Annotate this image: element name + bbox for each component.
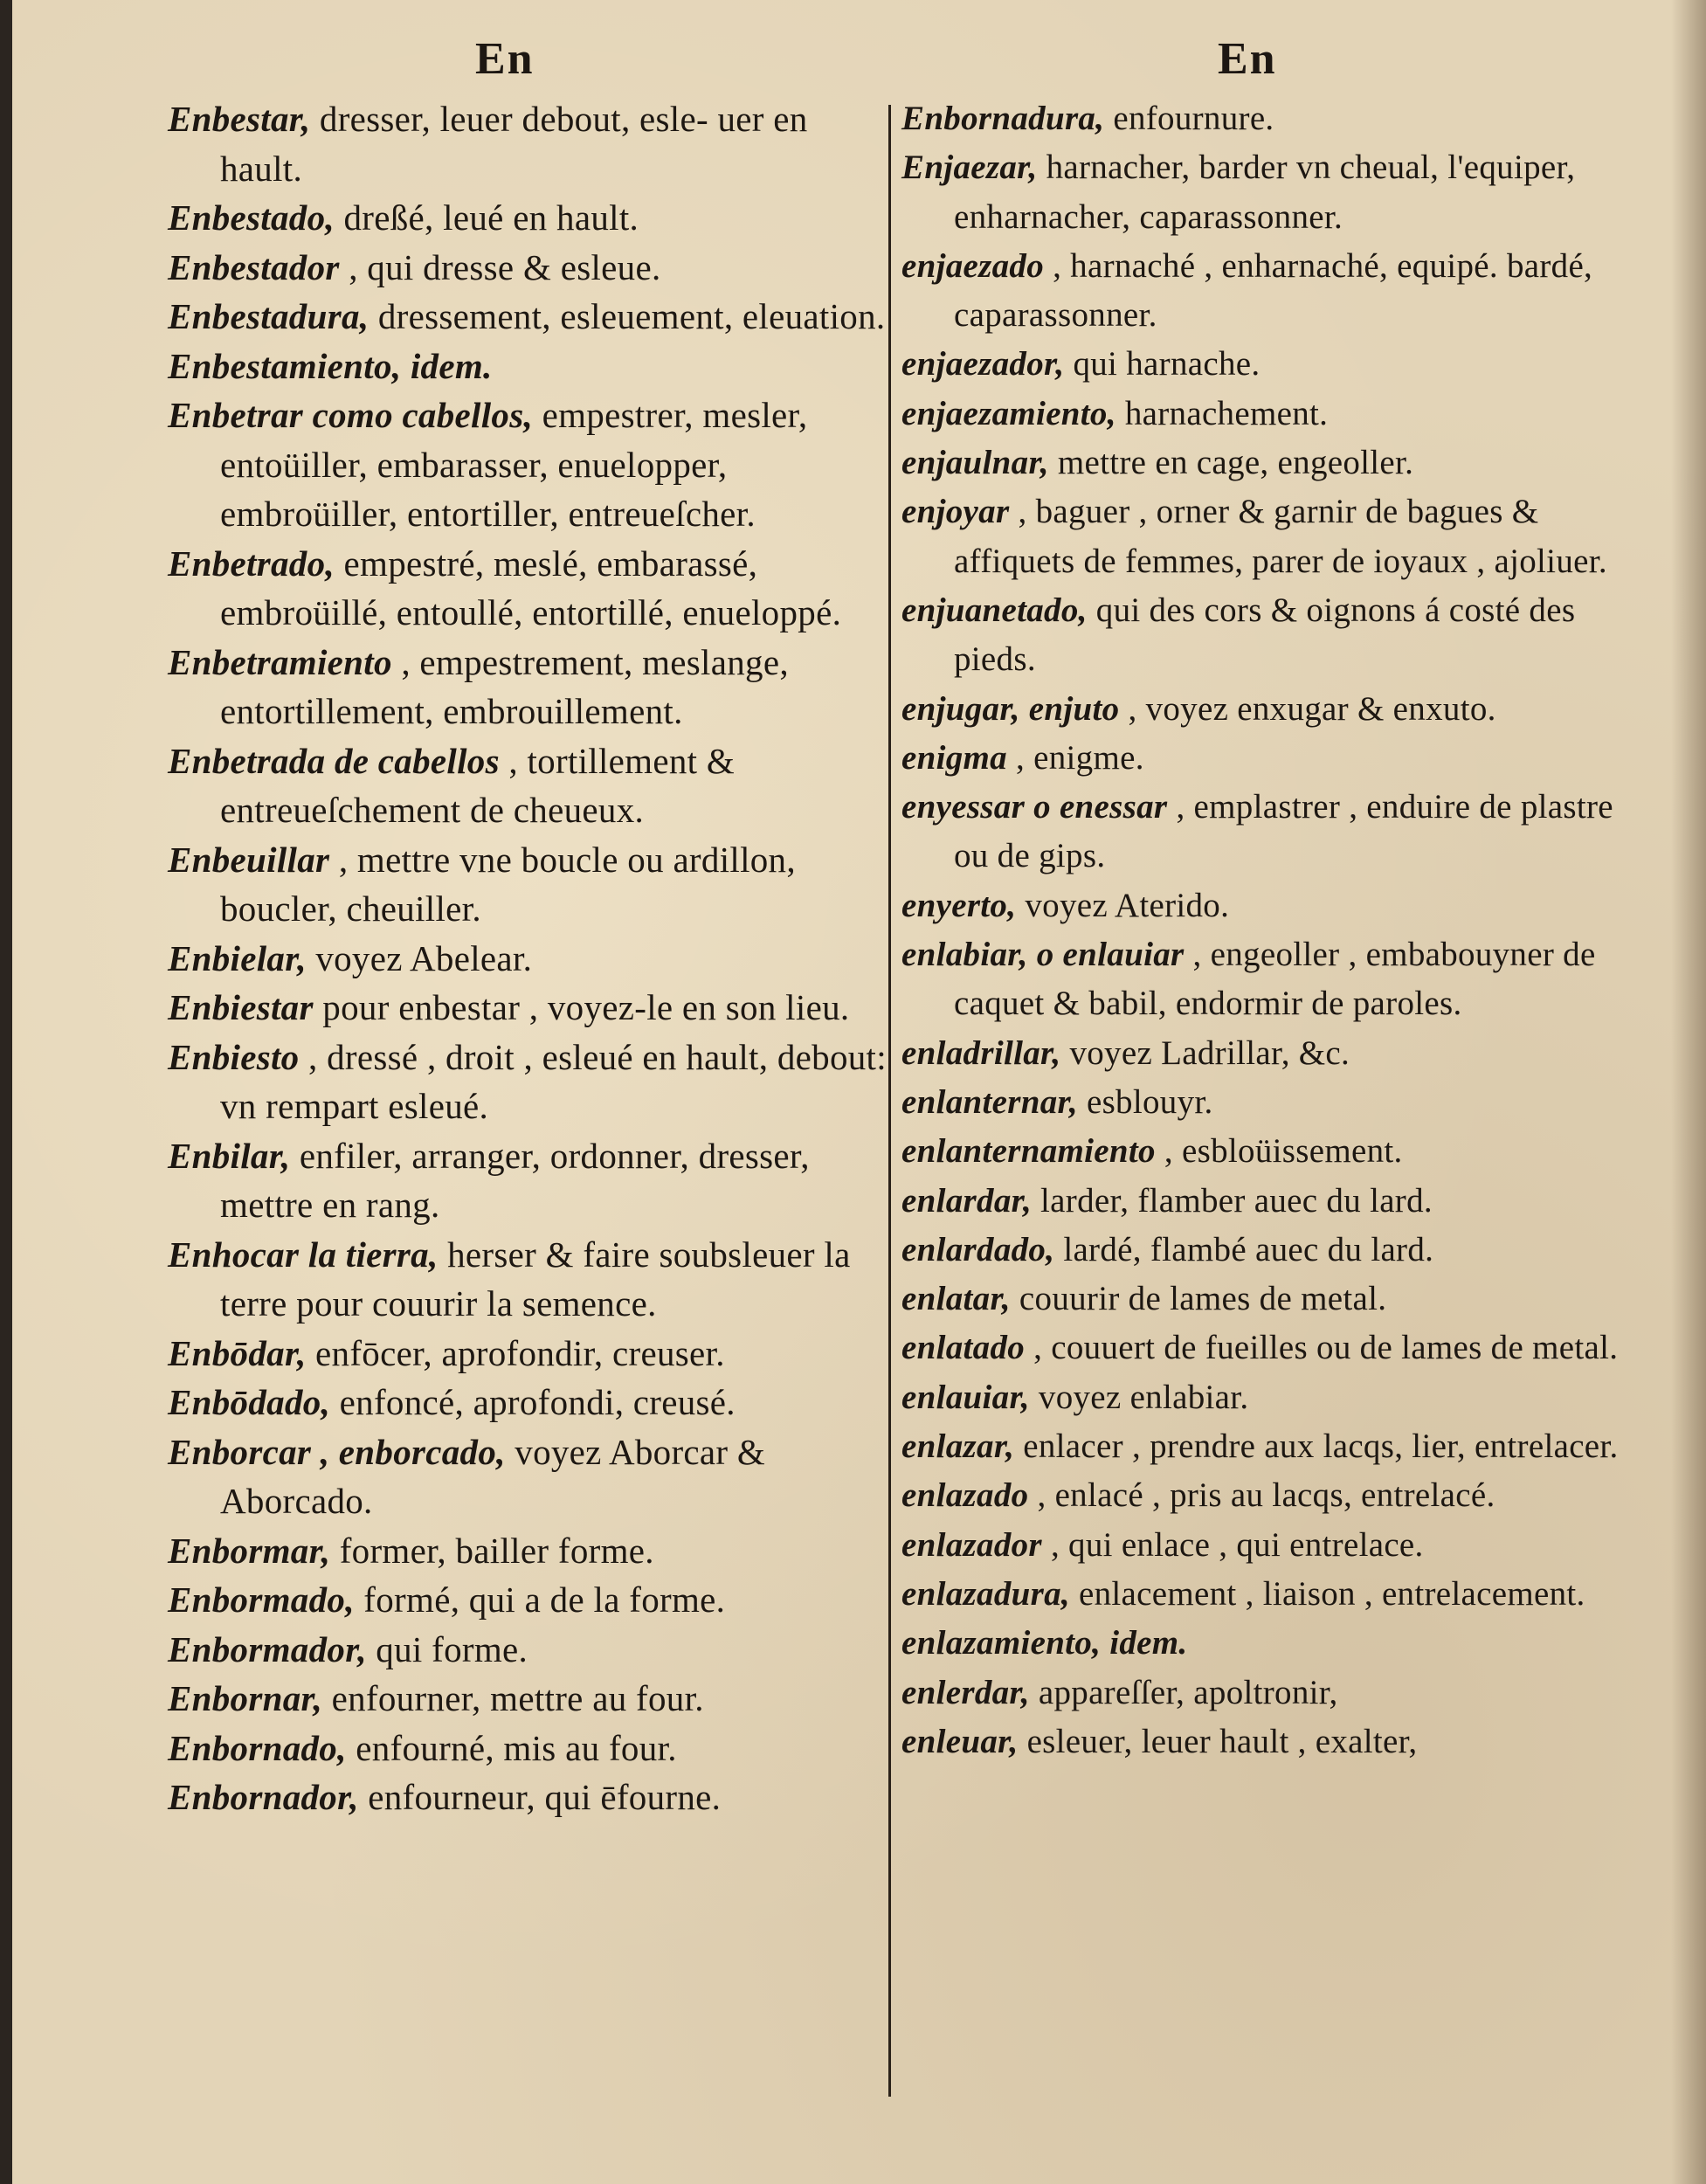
headword: enlazadura,	[901, 1574, 1070, 1613]
running-head-right: En	[1218, 34, 1277, 84]
definition: enfōcer, aprofondir, creuser.	[306, 1332, 725, 1373]
headword: Enborcar , enborcado,	[168, 1431, 506, 1472]
headword: Enbōdar,	[168, 1332, 307, 1373]
definition: , qui dresse & esleue.	[339, 246, 661, 287]
headword: Enbormador,	[168, 1628, 367, 1669]
dictionary-entry	[168, 835, 893, 934]
definition: , harnaché , enharnaché, equipé. bardé, caparassonner.	[954, 246, 1593, 335]
dictionary-entry	[901, 439, 1644, 487]
headword: enjaulnar,	[901, 444, 1049, 482]
definition: enlacement , liaison , entrelacement.	[1069, 1574, 1585, 1613]
dictionary-entry	[168, 1526, 893, 1576]
headword: Enbiestar	[168, 987, 314, 1027]
headword: Enbormar,	[168, 1530, 331, 1571]
definition: , tortillement & entreueſchement de cheueux.	[220, 740, 736, 830]
dictionary-entry	[901, 881, 1644, 930]
dictionary-entry	[168, 1773, 893, 1822]
headword: enleuar,	[901, 1722, 1019, 1760]
definition: larder, flamber auec du lard.	[1032, 1181, 1433, 1220]
headword: enlazamiento, idem.	[901, 1624, 1188, 1662]
headword: enjaezador,	[901, 345, 1065, 384]
definition: , mettre vne boucle ou ardillon, boucler, cheuiller.	[220, 839, 796, 929]
dictionary-entry	[168, 934, 893, 984]
definition: empestré, meslé, embarassé, embroüillé, entoullé, entortillé, enueloppé.	[220, 543, 842, 632]
definition: couurir de lames de metal.	[1010, 1280, 1387, 1318]
dictionary-entry	[168, 342, 893, 391]
headword: Enbetrada de cabellos	[168, 740, 500, 781]
dictionary-entry	[168, 1724, 893, 1773]
definition: voyez Aterido.	[1016, 886, 1230, 924]
headword: enlardar,	[901, 1181, 1032, 1220]
definition: qui harnache.	[1064, 345, 1261, 384]
dictionary-entry	[168, 193, 893, 243]
headword: enlerdar,	[901, 1673, 1030, 1711]
definition: voyez Abelear.	[306, 937, 533, 978]
definition: , enlacé , pris au lacqs, entrelacé.	[1028, 1476, 1495, 1515]
definition: enfiler, arranger, ordonner, dresser, mettre en rang.	[220, 1135, 810, 1225]
dictionary-entry	[901, 1127, 1644, 1176]
dictionary-entry	[901, 930, 1644, 1029]
dictionary-entry	[168, 94, 893, 193]
definition: , empestrement, meslange, entortillement, embrouillement.	[220, 641, 789, 731]
headword: Enbormado,	[168, 1579, 355, 1620]
dictionary-entry	[901, 390, 1644, 439]
definition: , engeoller , embabouyner de caquet & babil, endormir de paroles.	[954, 936, 1596, 1023]
headword: Enbetrar como cabellos,	[168, 395, 534, 435]
headword: enyessar o enessar	[901, 788, 1168, 826]
definition: esleuer, leuer hault , exalter,	[1018, 1722, 1418, 1760]
dictionary-entry	[168, 1674, 893, 1724]
headword: Enbiesto	[168, 1036, 300, 1077]
headword: Enbornadura,	[901, 100, 1105, 137]
running-head-left: En	[475, 34, 535, 84]
headword: enlazador	[901, 1525, 1042, 1564]
definition: , emplastrer , enduire de plastre ou de gips.	[954, 788, 1613, 875]
headword: Enbielar,	[168, 937, 307, 978]
dictionary-entry	[901, 1177, 1644, 1226]
definition: pour enbestar , voyez-le en son lieu.	[313, 987, 850, 1027]
definition: dressement, esleuement, eleuation.	[369, 296, 886, 336]
headword: Enbestamiento, idem.	[168, 345, 493, 386]
headword: Enbestadura,	[168, 296, 370, 336]
dictionary-entry	[901, 1619, 1644, 1668]
dictionary-entry	[901, 340, 1644, 389]
headword: Enbornar,	[168, 1678, 323, 1718]
dictionary-entry	[168, 736, 893, 835]
headword: enlatar,	[901, 1280, 1011, 1318]
definition: former, bailler forme.	[330, 1530, 654, 1571]
headword: enigma	[901, 738, 1007, 777]
headword: Enbōdado,	[168, 1382, 331, 1422]
dictionary-entry	[168, 292, 893, 342]
dictionary-page	[12, 0, 1706, 2184]
page-edge-shadow	[1671, 0, 1706, 2184]
headword: Enbestador	[168, 246, 340, 287]
definition: harnachement.	[1115, 394, 1329, 432]
dictionary-entry	[901, 94, 1644, 143]
dictionary-entry	[168, 1427, 893, 1526]
headword: Enbeuillar	[168, 839, 330, 880]
definition: , dressé , droit , esleué en hault, debout: vn rempart esleué.	[220, 1036, 887, 1126]
definition: enfournure.	[1104, 100, 1274, 137]
dictionary-entry	[901, 1521, 1644, 1570]
dictionary-entry	[168, 1378, 893, 1427]
headword: Enhocar la tierra,	[168, 1234, 439, 1275]
definition: enfourné, mis au four.	[346, 1727, 677, 1768]
headword: Enbetrado,	[168, 543, 335, 584]
dictionary-entry	[168, 390, 893, 539]
definition: dresser, leuer debout, esle- uer en hault.	[220, 99, 808, 189]
dictionary-entry	[901, 1570, 1644, 1619]
definition: empestrer, mesler, entoüiller, embarasser, enuelopper, embroüiller, entortiller, entreueſcher.	[220, 395, 808, 534]
definition: , qui enlace , qui entrelace.	[1041, 1525, 1424, 1564]
definition: enlacer , prendre aux lacqs, lier, entrelacer.	[1014, 1427, 1619, 1466]
dictionary-entry	[168, 1575, 893, 1625]
dictionary-entry	[901, 1324, 1644, 1372]
headword: enlazar,	[901, 1427, 1015, 1466]
dictionary-entry	[168, 1329, 893, 1379]
definition: , couuert de fueilles ou de lames de metal.	[1025, 1329, 1619, 1367]
headword: Enbilar,	[168, 1135, 291, 1176]
definition: qui forme.	[366, 1628, 528, 1669]
headword: enyerto,	[901, 886, 1017, 924]
definition: voyez enlabiar.	[1029, 1378, 1249, 1416]
dictionary-entry	[901, 1226, 1644, 1275]
definition: , voyez enxugar & enxuto.	[1119, 689, 1496, 728]
headword: Enbestar,	[168, 99, 311, 139]
dictionary-entry	[901, 685, 1644, 734]
definition: harnacher, barder vn cheual, l'equiper, enharnacher, caparassonner.	[954, 149, 1576, 236]
definition: dreßé, leué en hault.	[334, 197, 639, 238]
definition: , enigme.	[1006, 738, 1144, 777]
dictionary-entry	[901, 143, 1644, 242]
headword: enlatado	[901, 1329, 1026, 1367]
headword: enjugar, enjuto	[901, 689, 1120, 728]
headword: Enbetramiento	[168, 641, 392, 682]
left-column	[168, 94, 893, 1822]
headword: enjoyar	[901, 493, 1010, 531]
dictionary-entry	[901, 1422, 1644, 1471]
dictionary-entry	[901, 1471, 1644, 1520]
definition: esblouyr.	[1077, 1082, 1213, 1121]
headword: enlanternamiento	[901, 1132, 1156, 1171]
definition: voyez Aborcar & Aborcado.	[220, 1431, 766, 1521]
dictionary-entry	[168, 243, 893, 293]
definition: enfourner, mettre au four.	[322, 1678, 704, 1718]
definition: qui des cors & oignons á costé des pieds.	[954, 591, 1576, 679]
headword: enlauiar,	[901, 1378, 1030, 1416]
dictionary-entry	[901, 586, 1644, 685]
dictionary-entry	[901, 487, 1644, 586]
headword: enlabiar, o enlauiar	[901, 936, 1185, 974]
dictionary-entry	[168, 539, 893, 638]
headword: enjaezamiento,	[901, 394, 1116, 432]
dictionary-entry	[901, 1078, 1644, 1127]
dictionary-entry	[168, 638, 893, 736]
definition: enfoncé, aprofondi, creusé.	[330, 1382, 736, 1422]
dictionary-entry	[168, 1131, 893, 1230]
definition: mettre en cage, engeoller.	[1048, 444, 1414, 482]
definition: lardé, flambé auec du lard.	[1054, 1230, 1434, 1268]
headword: enjuanetado,	[901, 591, 1088, 629]
headword: enladrillar,	[901, 1033, 1061, 1072]
headword: enlanternar,	[901, 1082, 1078, 1121]
definition: enfourneur, qui ēfourne.	[358, 1777, 722, 1817]
headword: enlazado	[901, 1476, 1029, 1515]
dictionary-entry	[168, 1033, 893, 1131]
dictionary-entry	[901, 1275, 1644, 1324]
headword: enlardado,	[901, 1230, 1055, 1268]
definition: herser & faire soubsleuer la terre pour couurir la semence.	[220, 1234, 851, 1324]
headword: Enjaezar,	[901, 149, 1038, 187]
dictionary-entry	[168, 1230, 893, 1329]
dictionary-entry	[901, 1373, 1644, 1422]
dictionary-entry	[168, 1625, 893, 1675]
definition: voyez Ladrillar, &c.	[1060, 1033, 1350, 1072]
dictionary-entry	[168, 983, 893, 1033]
headword: enjaezado	[901, 246, 1045, 285]
headword: Enbornador,	[168, 1777, 359, 1817]
definition: , esbloüissement.	[1155, 1132, 1403, 1171]
dictionary-entry	[901, 1029, 1644, 1078]
dictionary-entry	[901, 1717, 1644, 1766]
definition: , baguer , orner & garnir de bagues & affiquets de femmes, parer de ioyaux , ajoliuer.	[954, 493, 1607, 580]
dictionary-entry	[901, 734, 1644, 783]
headword: Enbestado,	[168, 197, 335, 238]
definition: appareſſer, apoltronir,	[1029, 1673, 1338, 1711]
headword: Enbornado,	[168, 1727, 347, 1768]
definition: formé, qui a de la forme.	[354, 1579, 726, 1620]
dictionary-entry	[901, 783, 1644, 881]
dictionary-entry	[901, 242, 1644, 341]
dictionary-entry	[901, 1669, 1644, 1717]
right-column	[901, 94, 1644, 1766]
